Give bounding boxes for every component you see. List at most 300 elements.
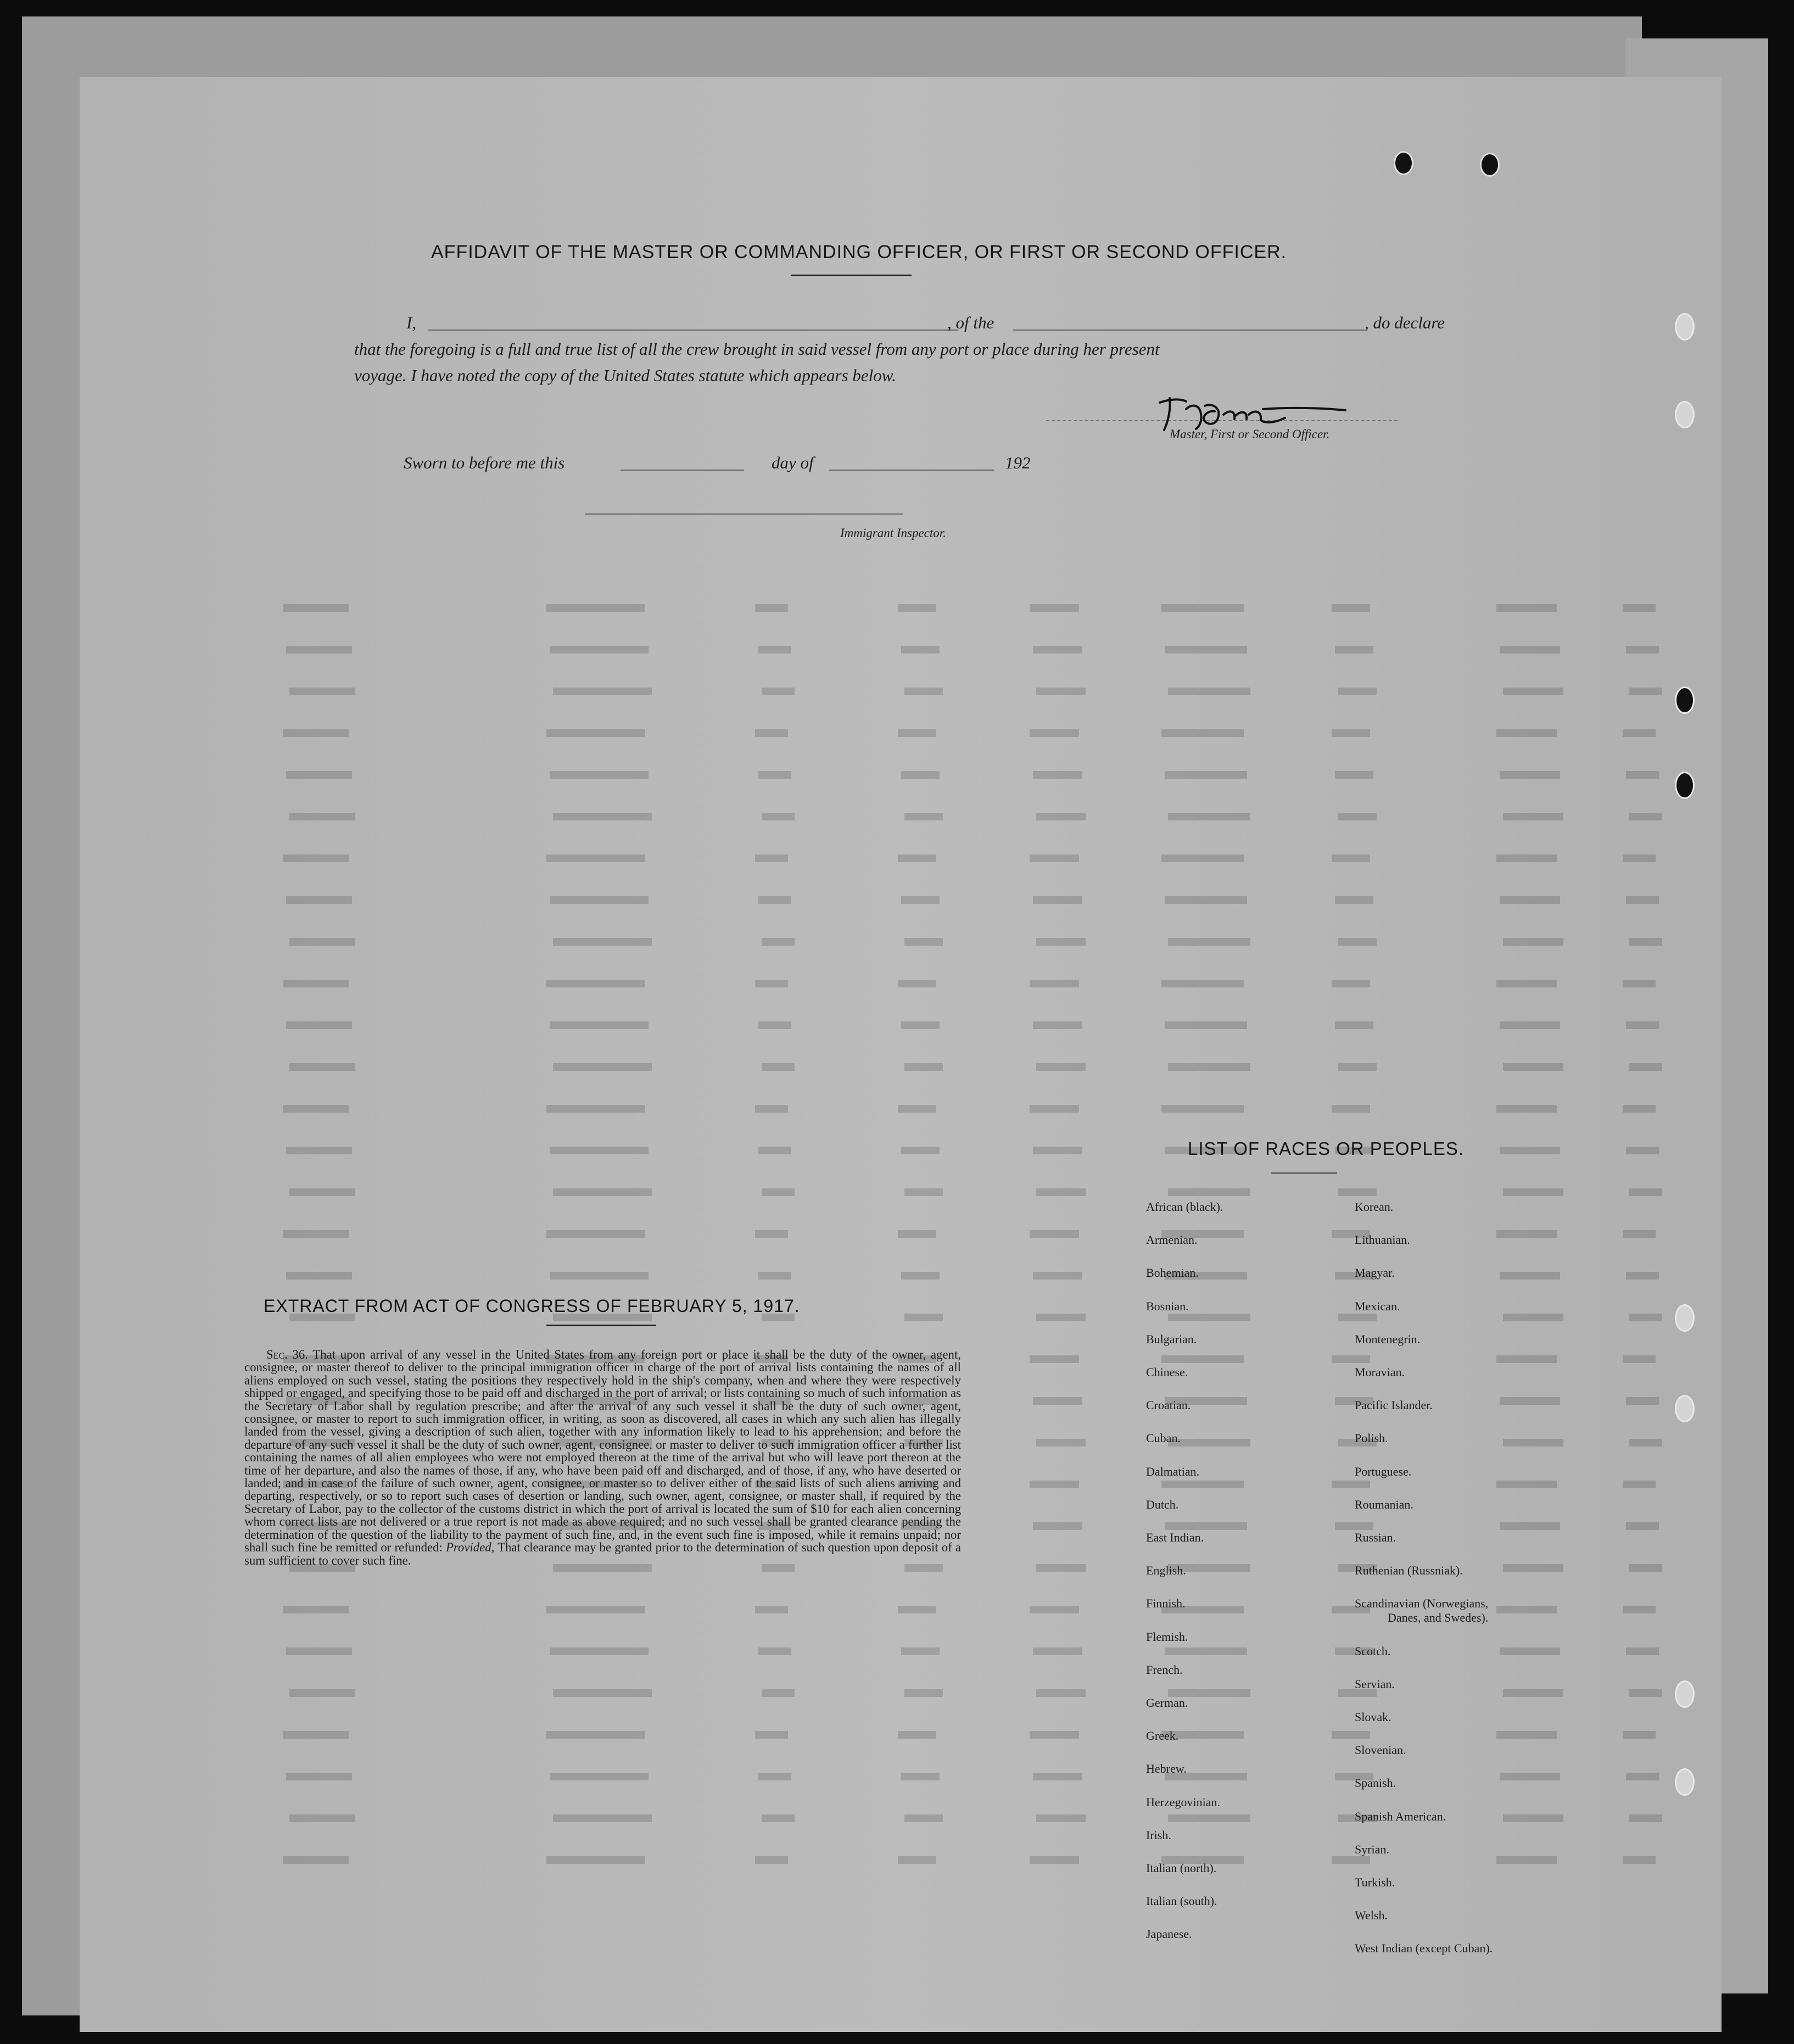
bleed-through-mark — [1033, 1648, 1082, 1655]
bleed-through-mark — [904, 1689, 943, 1697]
race-item: Spanish. — [1355, 1776, 1396, 1790]
bleed-through-mark — [1626, 1021, 1659, 1029]
race-item: Danes, and Swedes). — [1388, 1611, 1489, 1625]
bleed-through-mark — [1629, 813, 1662, 820]
bleed-through-mark — [553, 688, 652, 695]
bleed-through-mark — [553, 1188, 652, 1196]
punch-hole — [1675, 1304, 1695, 1332]
bleed-through-mark — [1030, 729, 1079, 737]
bleed-through-mark — [1030, 980, 1079, 987]
race-item: Irish. — [1146, 1828, 1171, 1842]
bleed-through-mark — [901, 1773, 940, 1780]
bleed-through-mark — [1626, 1773, 1659, 1780]
bleed-through-mark — [1500, 896, 1560, 904]
bleed-through-mark — [904, 688, 943, 695]
inspector-caption: Immigrant Inspector. — [840, 526, 946, 540]
bleed-through-mark — [755, 1606, 788, 1613]
bleed-through-mark — [901, 771, 940, 779]
bleed-through-mark — [553, 1689, 652, 1697]
bleed-through-mark — [1033, 1272, 1082, 1280]
race-item: Pacific Islander. — [1355, 1398, 1433, 1412]
bleed-through-mark — [755, 1731, 788, 1739]
bleed-through-mark — [283, 1731, 349, 1739]
bleed-through-mark — [1338, 938, 1377, 946]
bleed-through-mark — [1496, 1481, 1557, 1488]
bleed-through-mark — [1338, 1314, 1377, 1321]
bleed-through-mark — [1030, 1606, 1079, 1613]
race-item: Roumanian. — [1355, 1497, 1413, 1511]
bleed-through-mark — [898, 1856, 936, 1864]
bleed-through-mark — [286, 1272, 352, 1280]
bleed-through-mark — [755, 1230, 788, 1238]
bleed-through-mark — [758, 896, 791, 904]
bleed-through-mark — [1500, 1147, 1560, 1154]
bleed-through-mark — [1496, 1230, 1557, 1238]
race-item: Ruthenian (Russniak). — [1355, 1563, 1463, 1578]
bleed-through-mark — [1500, 771, 1560, 779]
bleed-through-mark — [550, 896, 649, 904]
bleed-through-mark — [546, 729, 645, 737]
race-item: African (black). — [1146, 1200, 1223, 1214]
race-item: French. — [1146, 1662, 1183, 1677]
race-item: Greek. — [1146, 1729, 1179, 1743]
bleed-through-mark — [283, 1105, 349, 1113]
bleed-through-mark — [1626, 771, 1659, 779]
bleed-through-mark — [1165, 896, 1247, 904]
bleed-through-mark — [1623, 1856, 1656, 1864]
bleed-through-mark — [289, 1689, 355, 1697]
punch-hole — [1675, 313, 1695, 340]
bleed-through-mark — [1036, 1314, 1086, 1321]
race-item: Russian. — [1355, 1531, 1396, 1544]
bleed-through-mark — [1030, 1355, 1079, 1363]
bleed-through-mark — [1626, 646, 1659, 654]
bleed-through-mark — [1033, 896, 1082, 904]
bleed-through-mark — [546, 980, 645, 987]
race-item: Japanese. — [1146, 1927, 1192, 1941]
bleed-through-mark — [1161, 604, 1244, 612]
vessel-name-field[interactable] — [1013, 330, 1365, 331]
bleed-through-mark — [1503, 1063, 1563, 1071]
title-rule — [791, 275, 912, 276]
bleed-through-mark — [755, 980, 788, 987]
bleed-through-mark — [898, 980, 936, 987]
bleed-through-mark — [1338, 1188, 1377, 1196]
race-item: Spanish American. — [1355, 1809, 1446, 1823]
race-item: Dutch. — [1146, 1497, 1179, 1511]
bleed-through-mark — [898, 855, 936, 862]
bleed-through-mark — [1338, 813, 1377, 820]
bleed-through-mark — [1165, 646, 1247, 654]
bleed-through-mark — [1503, 688, 1563, 695]
bleed-through-mark — [550, 646, 649, 654]
bleed-through-mark — [1623, 980, 1656, 987]
bleed-through-mark — [755, 729, 788, 737]
bleed-through-mark — [1629, 1439, 1662, 1447]
bleed-through-mark — [762, 1188, 795, 1196]
sworn-prefix: Sworn to before me this — [404, 453, 565, 472]
provided-word: Provided, — [445, 1540, 495, 1555]
punch-hole — [1675, 686, 1695, 714]
race-item: Italian (north). — [1146, 1861, 1217, 1875]
bleed-through-mark — [758, 771, 791, 779]
bleed-through-mark — [550, 1147, 649, 1154]
punch-hole — [1675, 401, 1695, 428]
bleed-through-mark — [553, 813, 652, 820]
bleed-through-mark — [1332, 1355, 1370, 1363]
affidavit-line-2: that the foregoing is a full and true list of all the crew brought in said vessel from any port or place during her present — [354, 339, 1160, 359]
bleed-through-mark — [1036, 1814, 1086, 1822]
bleed-through-mark — [283, 1230, 349, 1238]
bleed-through-mark — [546, 855, 645, 862]
bleed-through-mark — [904, 1814, 943, 1822]
punch-hole — [1675, 1680, 1695, 1708]
affidavit-declare: , do declare — [1365, 313, 1445, 332]
bleed-through-mark — [289, 1063, 355, 1071]
bleed-through-mark — [1033, 1021, 1082, 1029]
bleed-through-mark — [1496, 1355, 1557, 1363]
bleed-through-mark — [550, 1773, 649, 1780]
bleed-through-mark — [286, 646, 352, 654]
bleed-through-mark — [1161, 729, 1244, 737]
bleed-through-mark — [1332, 1856, 1370, 1864]
race-item: Herzegovinian. — [1146, 1795, 1220, 1809]
race-item: German. — [1146, 1696, 1188, 1710]
affidavit-line-3: voyage. I have noted the copy of the United States statute which appears below. — [354, 366, 896, 385]
bleed-through-mark — [1503, 1314, 1563, 1321]
bleed-through-mark — [283, 855, 349, 862]
bleed-through-mark — [755, 855, 788, 862]
bleed-through-mark — [1503, 1439, 1563, 1447]
bleed-through-mark — [1623, 1230, 1656, 1238]
bleed-through-mark — [1500, 1648, 1560, 1655]
sworn-month-field[interactable] — [829, 470, 994, 471]
bleed-through-mark — [762, 688, 795, 695]
bleed-through-mark — [546, 604, 645, 612]
bleed-through-mark — [283, 980, 349, 987]
bleed-through-mark — [1338, 688, 1377, 695]
bleed-through-mark — [1161, 1355, 1244, 1363]
bleed-through-mark — [1500, 1272, 1560, 1280]
race-item: Welsh. — [1355, 1908, 1388, 1923]
bleed-through-mark — [758, 1021, 791, 1029]
signer-caption: Master, First or Second Officer. — [1170, 427, 1330, 441]
bleed-through-mark — [1496, 1105, 1557, 1113]
race-item: Italian (south). — [1146, 1894, 1217, 1908]
bleed-through-mark — [901, 1648, 940, 1655]
bleed-through-mark — [904, 813, 943, 820]
bleed-through-mark — [1503, 1188, 1563, 1196]
bleed-through-mark — [1629, 1689, 1662, 1697]
race-item: Slovenian. — [1355, 1743, 1406, 1757]
extract-text — [244, 1348, 961, 1567]
race-item: Mexican. — [1355, 1299, 1400, 1313]
bleed-through-mark — [1036, 1188, 1086, 1196]
affidavit-title: AFFIDAVIT OF THE MASTER OR COMMANDING OFFICER, OR FIRST OR SECOND OFFICER. — [431, 242, 1287, 263]
bleed-through-mark — [758, 1773, 791, 1780]
race-item: Polish. — [1355, 1431, 1388, 1445]
bleed-through-mark — [1161, 1481, 1244, 1488]
bleed-through-mark — [1503, 938, 1563, 946]
bleed-through-mark — [550, 771, 649, 779]
bleed-through-mark — [1629, 1814, 1662, 1822]
punch-hole — [1675, 772, 1695, 799]
bleed-through-mark — [1168, 813, 1250, 820]
sworn-day-of: day of — [772, 453, 814, 472]
bleed-through-mark — [286, 771, 352, 779]
bleed-through-mark — [901, 1272, 940, 1280]
race-item: Servian. — [1355, 1677, 1395, 1691]
race-item: Portuguese. — [1355, 1464, 1412, 1478]
bleed-through-mark — [1496, 604, 1557, 612]
race-item: Chinese. — [1146, 1365, 1188, 1379]
bleed-through-mark — [1332, 1481, 1370, 1488]
bleed-through-mark — [901, 896, 940, 904]
bleed-through-mark — [1629, 688, 1662, 695]
bleed-through-mark — [286, 1021, 352, 1029]
bleed-through-mark — [1332, 855, 1370, 862]
inspector-signature-line[interactable] — [585, 513, 903, 515]
bleed-through-mark — [755, 1856, 788, 1864]
race-item: Croatian. — [1146, 1398, 1191, 1412]
bleed-through-mark — [1161, 980, 1244, 987]
bleed-through-mark — [1033, 1397, 1082, 1405]
bleed-through-mark — [762, 1814, 795, 1822]
bleed-through-mark — [550, 1648, 649, 1655]
bleed-through-mark — [1332, 1105, 1370, 1113]
race-item: Dalmatian. — [1146, 1464, 1200, 1478]
bleed-through-mark — [762, 938, 795, 946]
bleed-through-mark — [901, 1021, 940, 1029]
bleed-through-mark — [546, 1856, 645, 1864]
bleed-through-mark — [1036, 813, 1086, 820]
bleed-through-mark — [1629, 938, 1662, 946]
race-item: Armenian. — [1146, 1233, 1198, 1247]
bleed-through-mark — [1030, 1481, 1079, 1488]
race-item: Syrian. — [1355, 1842, 1389, 1856]
bleed-through-mark — [1629, 1564, 1662, 1572]
bleed-through-mark — [1626, 1397, 1659, 1405]
bleed-through-mark — [901, 646, 940, 654]
bleed-through-mark — [1168, 1314, 1250, 1321]
bleed-through-mark — [1165, 771, 1247, 779]
bleed-through-mark — [904, 1188, 943, 1196]
bleed-through-mark — [1503, 1814, 1563, 1822]
race-item: Hebrew. — [1146, 1762, 1187, 1776]
races-title-rule — [1271, 1172, 1337, 1174]
bleed-through-mark — [1168, 688, 1250, 695]
bleed-through-mark — [1629, 1063, 1662, 1071]
bleed-through-mark — [758, 1272, 791, 1280]
bleed-through-mark — [1030, 1856, 1079, 1864]
bleed-through-mark — [758, 646, 791, 654]
race-item: Montenegrin. — [1355, 1332, 1421, 1346]
bleed-through-mark — [283, 1606, 349, 1613]
bleed-through-mark — [1168, 1188, 1250, 1196]
race-item: Bulgarian. — [1146, 1332, 1197, 1346]
bleed-through-mark — [1165, 1522, 1247, 1530]
bleed-through-mark — [1338, 1063, 1377, 1071]
bleed-through-mark — [901, 1147, 940, 1154]
bleed-through-mark — [1335, 646, 1373, 654]
bleed-through-mark — [1626, 1522, 1659, 1530]
bleed-through-mark — [550, 1272, 649, 1280]
bleed-through-mark — [1623, 604, 1656, 612]
bleed-through-mark — [1500, 1773, 1560, 1780]
bleed-through-mark — [1036, 688, 1086, 695]
bleed-through-mark — [1623, 729, 1656, 737]
bleed-through-mark — [553, 1063, 652, 1071]
bleed-through-mark — [1623, 1355, 1656, 1363]
extract-title-rule — [546, 1325, 656, 1326]
bleed-through-mark — [1335, 771, 1373, 779]
bleed-through-mark — [1030, 1105, 1079, 1113]
bleed-through-mark — [286, 1147, 352, 1154]
bleed-through-mark — [898, 1606, 936, 1613]
bleed-through-mark — [553, 1814, 652, 1822]
bleed-through-mark — [1030, 1230, 1079, 1238]
bleed-through-mark — [1036, 1564, 1086, 1572]
race-item: Scotch. — [1355, 1644, 1391, 1658]
bleed-through-mark — [546, 1731, 645, 1739]
bleed-through-mark — [1623, 1731, 1656, 1739]
sworn-day-field[interactable] — [621, 470, 744, 471]
race-item: East Indian. — [1146, 1531, 1204, 1544]
race-item: Scandinavian (Norwegians, — [1355, 1596, 1489, 1611]
bleed-through-crew-list — [261, 516, 1716, 1917]
bleed-through-mark — [1165, 1648, 1247, 1655]
race-item: Magyar. — [1355, 1266, 1395, 1280]
bleed-through-mark — [1500, 646, 1560, 654]
bleed-through-mark — [762, 1063, 795, 1071]
bleed-through-mark — [289, 1814, 355, 1822]
affidavit-page — [80, 77, 1722, 2032]
bleed-through-mark — [762, 813, 795, 820]
bleed-through-mark — [1623, 1606, 1656, 1613]
bleed-through-mark — [898, 604, 936, 612]
section-text: That upon arrival of any vessel in the United States from any foreign port or place it shall be the duty of the owner, agent, consignee, or master thereof to deliver to the principal immigration officer in charge of the port of arrival lists containing the names of all aliens employed on such vessel, stating the positions they respectively hold in the ship's company, when and where they were respectively shipped or engaged, and specifying those to be paid off and discharged in the port of arrival; or lists containing so much of such information as the Secretary of Labor shall by regulation prescribe; and after the arrival of any such vessel it shall be the duty of such owner, agent, consignee, or master to report to such immigration officer, in writing, as soon as discovered, all cases in which any such alien has illegally landed from the vessel, giving a description of such alien, together with any information likely to lead to his apprehension; and before the departure of any such vessel it shall be the duty of such owner, agent, consignee, or master to deliver to such immigration officer a further list containing the names of all alien employees who were not employed thereon at the time of the arrival but who will leave port thereon at the time of her departure, and also the names of those, if any, who have been paid off and discharged, and of those, if any, who have deserted or landed; and in case of the failure of such owner, agent, consignee, or master so to deliver either of the said lists of such aliens arriving and departing, respectively, or so to report such cases of desertion or landing, such owner, agent, consignee, or master shall, if required by the Secretary of Labor, pay to the collector of the customs district in which the port of arrival is located the sum of $10 for each alien concerning whom correct lists are not delivered or a true report is not made as above required; and no such vessel shall be granted clearance pending the determination of the question of the liability to the payment of such fine, and, in the event such fine is imposed, while it remains unpaid; nor shall such fine be remitted or refunded: — [244, 1348, 961, 1555]
punch-hole — [1480, 153, 1500, 177]
bleed-through-mark — [553, 938, 652, 946]
race-item: English. — [1146, 1563, 1186, 1578]
race-item: Bohemian. — [1146, 1266, 1199, 1280]
bleed-through-mark — [1030, 855, 1079, 862]
bleed-through-mark — [1036, 1439, 1086, 1447]
bleed-through-mark — [1496, 980, 1557, 987]
sworn-year: 192 — [1005, 453, 1031, 472]
race-item: Lithuanian. — [1355, 1233, 1410, 1247]
bleed-through-mark — [289, 1188, 355, 1196]
master-name-field[interactable] — [428, 330, 958, 331]
bleed-through-mark — [283, 729, 349, 737]
bleed-through-mark — [1036, 938, 1086, 946]
bleed-through-mark — [1161, 1105, 1244, 1113]
bleed-through-mark — [1332, 980, 1370, 987]
race-item: Turkish. — [1355, 1875, 1395, 1889]
bleed-through-mark — [755, 1105, 788, 1113]
bleed-through-mark — [1623, 855, 1656, 862]
bleed-through-mark — [1332, 1731, 1370, 1739]
bleed-through-mark — [898, 729, 936, 737]
bleed-through-mark — [1626, 1272, 1659, 1280]
bleed-through-mark — [1500, 1021, 1560, 1029]
bleed-through-mark — [1496, 1731, 1557, 1739]
bleed-through-mark — [1161, 855, 1244, 862]
bleed-through-mark — [289, 688, 355, 695]
bleed-through-mark — [283, 604, 349, 612]
bleed-through-mark — [1623, 1481, 1656, 1488]
bleed-through-mark — [904, 938, 943, 946]
bleed-through-mark — [1496, 1856, 1557, 1864]
section-text-end: That clearance may be granted prior to the determination of such question upon deposit of a sum sufficient to cover such fine. — [244, 1540, 961, 1567]
bleed-through-mark — [1626, 1147, 1659, 1154]
race-item: Moravian. — [1355, 1365, 1405, 1379]
bleed-through-mark — [1335, 896, 1373, 904]
race-item: Cuban. — [1146, 1431, 1181, 1445]
race-item: Finnish. — [1146, 1596, 1186, 1611]
bleed-through-mark — [1030, 604, 1079, 612]
races-title: LIST OF RACES OR PEOPLES. — [1188, 1138, 1465, 1159]
bleed-through-mark — [1335, 1522, 1373, 1530]
bleed-through-mark — [1033, 646, 1082, 654]
bleed-through-mark — [758, 1648, 791, 1655]
bleed-through-mark — [904, 1063, 943, 1071]
race-item: West Indian (except Cuban). — [1355, 1941, 1493, 1956]
bleed-through-mark — [286, 1773, 352, 1780]
bleed-through-mark — [904, 1314, 943, 1321]
bleed-through-mark — [286, 1648, 352, 1655]
race-item: Slovak. — [1355, 1710, 1391, 1724]
punch-hole — [1394, 151, 1413, 175]
bleed-through-mark — [286, 896, 352, 904]
bleed-through-mark — [1503, 1564, 1563, 1572]
bleed-through-mark — [1496, 1606, 1557, 1613]
bleed-through-mark — [898, 1105, 936, 1113]
bleed-through-mark — [1165, 1021, 1247, 1029]
bleed-through-mark — [762, 1689, 795, 1697]
bleed-through-mark — [1626, 896, 1659, 904]
bleed-through-mark — [1332, 729, 1370, 737]
bleed-through-mark — [1033, 771, 1082, 779]
bleed-through-mark — [1033, 1147, 1082, 1154]
affidavit-i: I, — [406, 313, 417, 332]
race-item: Korean. — [1355, 1200, 1394, 1214]
bleed-through-mark — [1496, 729, 1557, 737]
bleed-through-mark — [1030, 1731, 1079, 1739]
section-label: Sec. 36. — [266, 1348, 308, 1361]
bleed-through-mark — [1036, 1689, 1086, 1697]
punch-hole — [1675, 1395, 1695, 1422]
race-item: Bosnian. — [1146, 1299, 1189, 1313]
bleed-through-mark — [1332, 604, 1370, 612]
bleed-through-mark — [1503, 813, 1563, 820]
bleed-through-mark — [289, 813, 355, 820]
bleed-through-mark — [1623, 1105, 1656, 1113]
bleed-through-mark — [1503, 1689, 1563, 1697]
bleed-through-mark — [758, 1147, 791, 1154]
bleed-through-mark — [1033, 1773, 1082, 1780]
bleed-through-mark — [755, 604, 788, 612]
bleed-through-mark — [283, 1856, 349, 1864]
bleed-through-mark — [1496, 855, 1557, 862]
bleed-through-mark — [1168, 1063, 1250, 1071]
affidavit-of-the: , of the — [947, 313, 994, 332]
punch-hole — [1675, 1768, 1695, 1796]
extract-title: EXTRACT FROM ACT OF CONGRESS OF FEBRUARY 5, 1917. — [264, 1296, 800, 1316]
bleed-through-mark — [898, 1230, 936, 1238]
bleed-through-mark — [546, 1606, 645, 1613]
bleed-through-mark — [1168, 1814, 1250, 1822]
